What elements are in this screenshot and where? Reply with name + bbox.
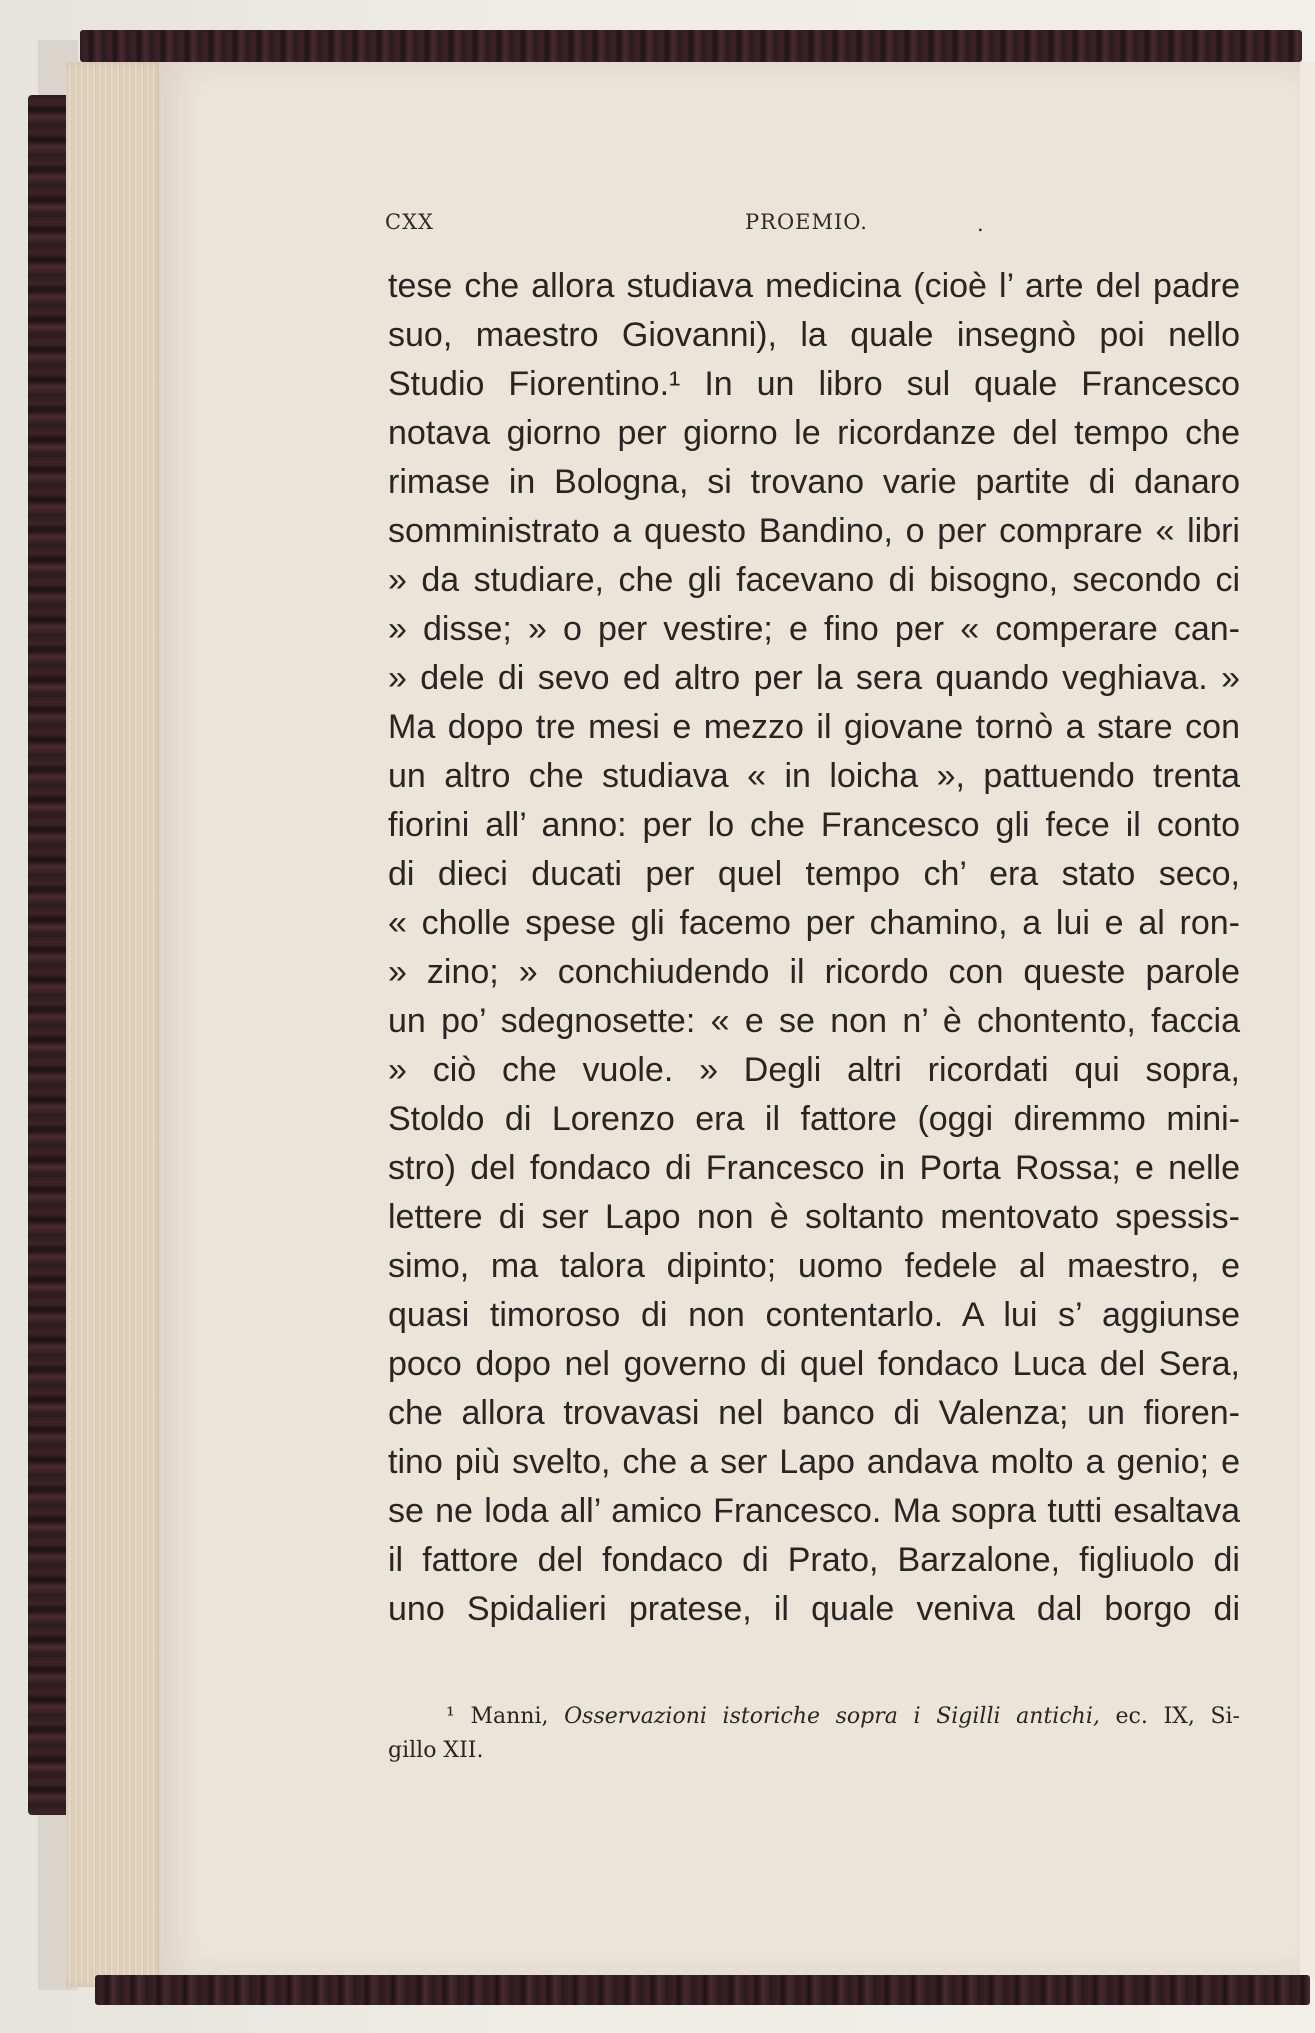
text-line: stro) del fondaco di Francesco in Porta Rossa; e nelle	[388, 1149, 1240, 1187]
text-line: » zino; » conchiudendo il ricordo con queste parole	[388, 953, 1240, 991]
text-line: « cholle spese gli facemo per chamino, a lui e al ron-	[388, 904, 1240, 942]
text-line: Studio Fiorentino.¹ In un libro sul quale Francesco	[388, 365, 1240, 403]
header-mark: .	[977, 212, 985, 236]
folio-number: CXX	[385, 210, 434, 234]
text-line: » disse; » o per vestire; e fino per « comperare can-	[388, 610, 1240, 648]
text-line: Stoldo di Lorenzo era il fattore (oggi diremmo mini-	[388, 1100, 1240, 1138]
text-line: notava giorno per giorno le ricordanze del tempo che	[388, 414, 1240, 452]
text-line: tino più svelto, che a ser Lapo andava molto a genio; e	[388, 1443, 1240, 1481]
book-cover-bottom-edge	[95, 1975, 1310, 2005]
text-line: tese che allora studiava medicina (cioè l’ arte del padre	[388, 267, 1240, 305]
book-cover-top-edge	[80, 30, 1302, 62]
text-line: » ciò che vuole. » Degli altri ricordati qui sopra,	[388, 1051, 1240, 1089]
text-line: Ma dopo tre mesi e mezzo il giovane tornò a stare con	[388, 708, 1240, 746]
text-line: suo, maestro Giovanni), la quale insegnò poi nello	[388, 316, 1240, 354]
text-line: poco dopo nel governo di quel fondaco Luca del Sera,	[388, 1345, 1240, 1383]
footnote-title: Osservazioni istoriche sopra i Sigilli antichi,	[564, 1704, 1100, 1729]
footnote-author: Manni,	[470, 1704, 549, 1729]
body-text	[388, 262, 1240, 1634]
text-line: somministrato a questo Bandino, o per comprare « libri	[388, 512, 1240, 550]
text-line: simo, ma talora dipinto; uomo fedele al maestro, e	[388, 1247, 1240, 1285]
text-line: un po’ sdegnosette: « e se non n’ è chontento, faccia	[388, 1002, 1240, 1040]
footnote-line	[388, 1700, 1240, 1734]
text-line: fiorini all’ anno: per lo che Francesco gli fece il conto	[388, 806, 1240, 844]
text-line: » da studiare, che gli facevano di bisogno, secondo ci	[388, 561, 1240, 599]
page-block-edges	[66, 62, 166, 1987]
text-line: uno Spidalieri pratese, il quale veniva dal borgo di	[388, 1590, 1240, 1628]
text-line: un altro che studiava « in loicha », pattuendo trenta	[388, 757, 1240, 795]
footnote-marker: ¹	[446, 1704, 455, 1729]
text-line: di dieci ducati per quel tempo ch’ era stato seco,	[388, 855, 1240, 893]
page-header	[385, 210, 1245, 240]
text-line: lettere di ser Lapo non è soltanto mentovato spessis-	[388, 1198, 1240, 1236]
footnote-line: gillo XII.	[388, 1738, 484, 1763]
text-line: il fattore del fondaco di Prato, Barzalone, figliuolo di	[388, 1541, 1240, 1579]
text-line: se ne loda all’ amico Francesco. Ma sopra tutti esaltava	[388, 1492, 1240, 1530]
text-line: rimase in Bologna, si trovano varie partite di danaro	[388, 463, 1240, 501]
text-line: che allora trovavasi nel banco di Valenza; un fioren-	[388, 1394, 1240, 1432]
running-title: PROEMIO.	[745, 210, 868, 234]
footnote	[388, 1700, 1240, 1768]
text-line: quasi timoroso di non contentarlo. A lui s’ aggiunse	[388, 1296, 1240, 1334]
facing-page-edge	[1300, 62, 1315, 1977]
book-spine-edge	[28, 95, 70, 1815]
text-line: » dele di sevo ed altro per la sera quando veghiava. »	[388, 659, 1240, 697]
footnote-reference: ec. IX, Si-	[1115, 1704, 1240, 1729]
